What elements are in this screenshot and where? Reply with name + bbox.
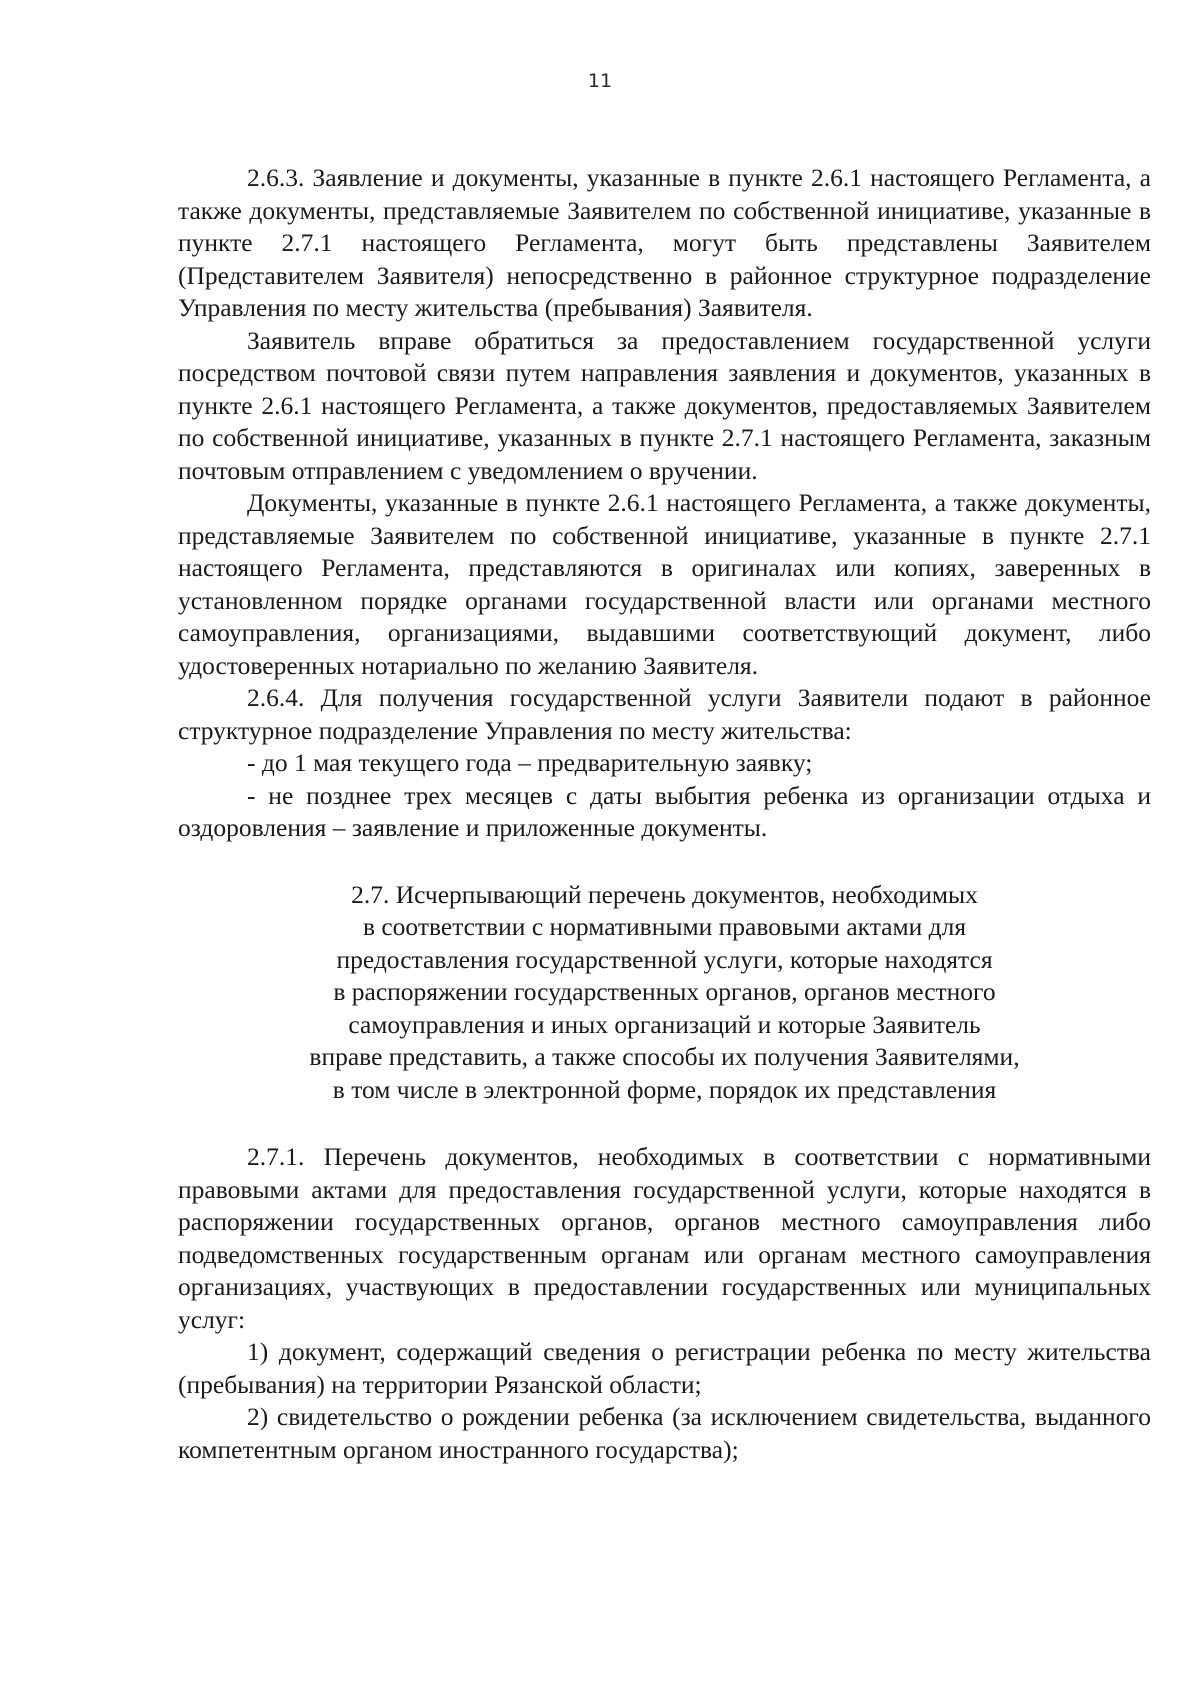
heading-line: 2.7. Исчерпывающий перечень документов, необходимых [351,879,978,909]
paragraph-2-6-4: 2.6.4. Для получения государственной услуги Заявители подают в районное структурное подразделение Управления по месту жительства: [178,683,1151,745]
page-number: 11 [587,70,613,92]
heading-line: в том числе в электронной форме, порядок их представления [332,1074,997,1104]
heading-line: в соответствии с нормативными правовыми актами для [362,912,967,941]
list-item-registration-document: 1) документ, содержащий сведения о регистрации ребенка по месту жительства (пребывания) на территории Рязанской области; [178,1337,1151,1399]
heading-line: самоуправления и иных организаций и которые Заявитель [348,1009,981,1039]
document-body [178,162,1151,1466]
paragraph-document-originals: Документы, указанные в пункте 2.6.1 настоящего Регламента, а также документы, представляемые Заявителем по собственной инициативе, указанные в пункте 2.7.1 настоящего Регламента, представляются в оригиналах или копиях, заверенных в установленном порядке органами государственной власти или органами местного самоуправления, организациями, выдавшими соответствующий документ, либо удостоверенных нотариально по желанию Заявителя. [178,488,1151,680]
heading-line: вправе представить, а также способы их получения Заявителями, [309,1042,1020,1071]
list-item-preliminary-request: - до 1 мая текущего года – предварительную заявку; [247,748,813,777]
list-item-birth-certificate: 2) свидетельство о рождении ребенка (за исключением свидетельства, выданного компетентным органом иностранного государства); [178,1402,1151,1464]
paragraph-postal-submission: Заявитель вправе обратиться за предоставлением государственной услуги посредством почтовой связи путем направления заявления и документов, указанных в пункте 2.6.1 настоящего Регламента, а также документов, предоставляемых Заявителем по собственной инициативе, указанных в пункте 2.7.1 настоящего Регламента, заказным почтовым отправлением с уведомлением о вручении. [178,325,1151,485]
heading-line: предоставления государственной услуги, которые находятся [336,944,993,974]
paragraph-2-6-3: 2.6.3. Заявление и документы, указанные в пункте 2.6.1 настоящего Регламента, а также документы, представляемые Заявителем по собственной инициативе, указанные в пункте 2.7.1 настоящего Регламента, могут быть представлены Заявителем (Представителем Заявителя) непосредственно в районное структурное подразделение Управления по месту жительства (пребывания) Заявителя. [178,163,1151,322]
section-heading-2-7 [178,879,1151,1107]
heading-line: в распоряжении государственных органов, органов местного [333,977,996,1006]
list-item-application-deadline: - не позднее трех месяцев с даты выбытия ребенка из организации отдыха и оздоровления – заявление и приложенные документы. [178,780,1151,842]
paragraph-2-7-1: 2.7.1. Перечень документов, необходимых в соответствии с нормативными правовыми актами для предоставления государственной услуги, которые находятся в распоряжении государственных органов, органов местного самоуправления либо подведомственных государственным органам или органам местного самоуправления организациях, участвующих в предоставлении государственных или муниципальных услуг: [178,1142,1151,1334]
